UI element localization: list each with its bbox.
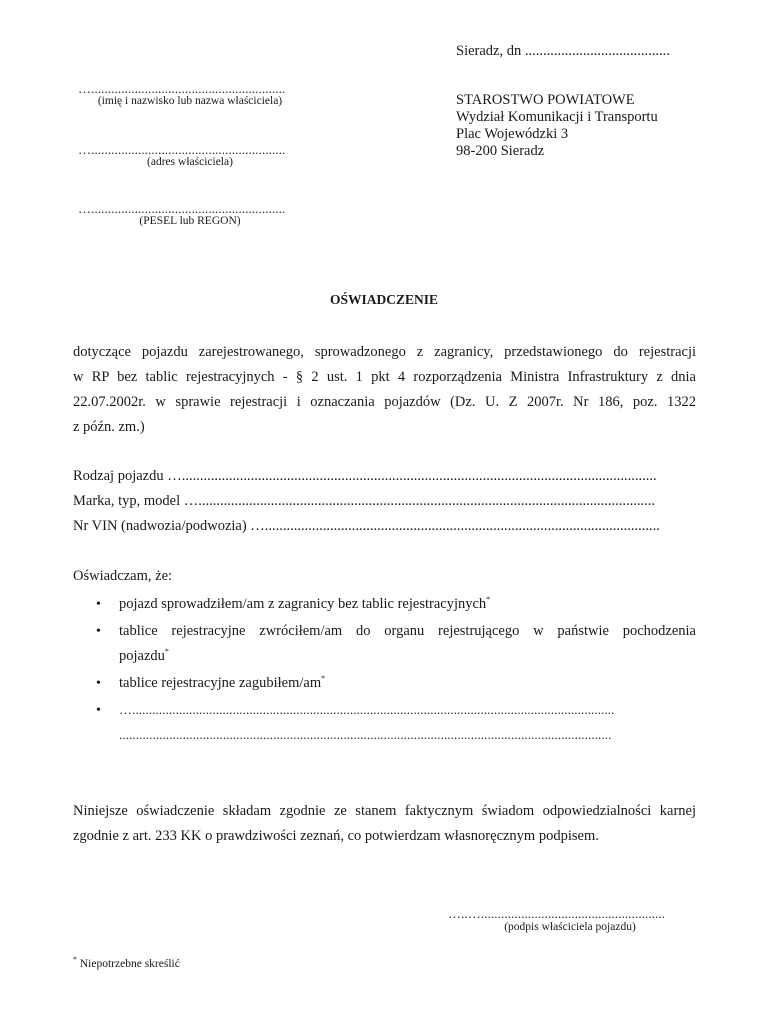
intro-line: z późn. zm.) bbox=[73, 419, 145, 435]
owner-name-caption: (imię i nazwisko lub nazwa właściciela) bbox=[97, 95, 283, 107]
recipient-city: 98-200 Sieradz bbox=[456, 143, 545, 159]
footnote-mark: * bbox=[73, 955, 77, 965]
declaration-option-lost-plates[interactable] bbox=[119, 675, 696, 692]
closing-line: Niniejsze oświadczenie składam zgodnie ze stanem faktycznym świadom odpowiedzialności karnej bbox=[73, 803, 696, 819]
option-text: tablice rejestracyjne zagubiłem/am bbox=[119, 675, 322, 691]
closing-line: zgodnie z art. 233 KK o prawdziwości zeznań, co potwierdzam własnoręcznym podpisem. bbox=[73, 828, 599, 844]
vehicle-fields bbox=[73, 464, 696, 539]
recipient-street: Plac Wojewódzki 3 bbox=[456, 126, 569, 142]
vehicle-make-model-field[interactable]: Marka, typ, model ….............................................................................................................................. bbox=[73, 493, 655, 509]
declaration-option-other[interactable] bbox=[119, 702, 696, 743]
bullet-icon: • bbox=[96, 624, 101, 639]
option-other-line[interactable]: …................................................................................................................................................ bbox=[119, 702, 615, 717]
owner-address-line[interactable]: ….......................................................... bbox=[78, 142, 286, 157]
option-text: pojazdu bbox=[119, 648, 165, 664]
recipient-department: Wydział Komunikacji i Transportu bbox=[456, 109, 658, 125]
recipient-address bbox=[456, 92, 658, 160]
vehicle-vin-field[interactable]: Nr VIN (nadwozia/podwozia) …............................................................................................................. bbox=[73, 518, 660, 534]
pesel-caption: (PESEL lub REGON) bbox=[139, 215, 241, 227]
owner-address-caption: (adres właściciela) bbox=[147, 156, 233, 168]
recipient-office: STAROSTWO POWIATOWE bbox=[456, 92, 635, 108]
footnote-mark: * bbox=[164, 647, 169, 657]
signature-line[interactable]: …..…....................................................... bbox=[448, 906, 666, 921]
bullet-icon: • bbox=[96, 597, 101, 612]
footnote-mark: * bbox=[321, 674, 326, 684]
vehicle-type-field[interactable]: Rodzaj pojazdu …................................................................................................................................... bbox=[73, 468, 657, 484]
bullet-icon: • bbox=[96, 676, 101, 691]
option-text: tablice rejestracyjne zwróciłem/am do organu rejestrującego w państwie pochodzenia bbox=[119, 623, 696, 639]
declaration-option-no-plates[interactable] bbox=[119, 596, 696, 613]
declaration-option-returned-plates[interactable] bbox=[119, 623, 696, 665]
bullet-icon: • bbox=[96, 703, 101, 718]
intro-paragraph bbox=[73, 340, 696, 440]
closing-statement bbox=[73, 799, 696, 849]
option-other-line[interactable]: ................................................................................................................................................... bbox=[119, 727, 612, 742]
document-title: OŚWIADCZENIE bbox=[329, 292, 439, 307]
footnote bbox=[73, 955, 180, 970]
declaration-heading: Oświadczam, że: bbox=[73, 568, 173, 584]
pesel-line[interactable]: ….......................................................... bbox=[78, 201, 286, 216]
place-date-field[interactable]: Sieradz, dn ........................................ bbox=[456, 43, 670, 59]
footnote-mark: * bbox=[486, 595, 491, 605]
signature-caption: (podpis właściciela pojazdu) bbox=[504, 921, 636, 933]
intro-line: dotyczące pojazdu zarejestrowanego, sprowadzonego z zagranicy, przedstawionego do rejestracji bbox=[73, 344, 696, 360]
intro-line: 22.07.2002r. w sprawie rejestracji i oznaczania pojazdów (Dz. U. Z 2007r. Nr 186, poz. 1322 bbox=[73, 394, 696, 410]
footnote-text: Niepotrzebne skreślić bbox=[77, 958, 180, 970]
intro-line: w RP bez tablic rejestracyjnych - § 2 ust. 1 pkt 4 rozporządzenia Ministra Infrastruktury z dnia bbox=[73, 369, 696, 385]
option-text: pojazd sprowadziłem/am z zagranicy bez tablic rejestracyjnych bbox=[119, 596, 487, 612]
owner-name-line[interactable]: ….......................................................... bbox=[78, 81, 286, 96]
